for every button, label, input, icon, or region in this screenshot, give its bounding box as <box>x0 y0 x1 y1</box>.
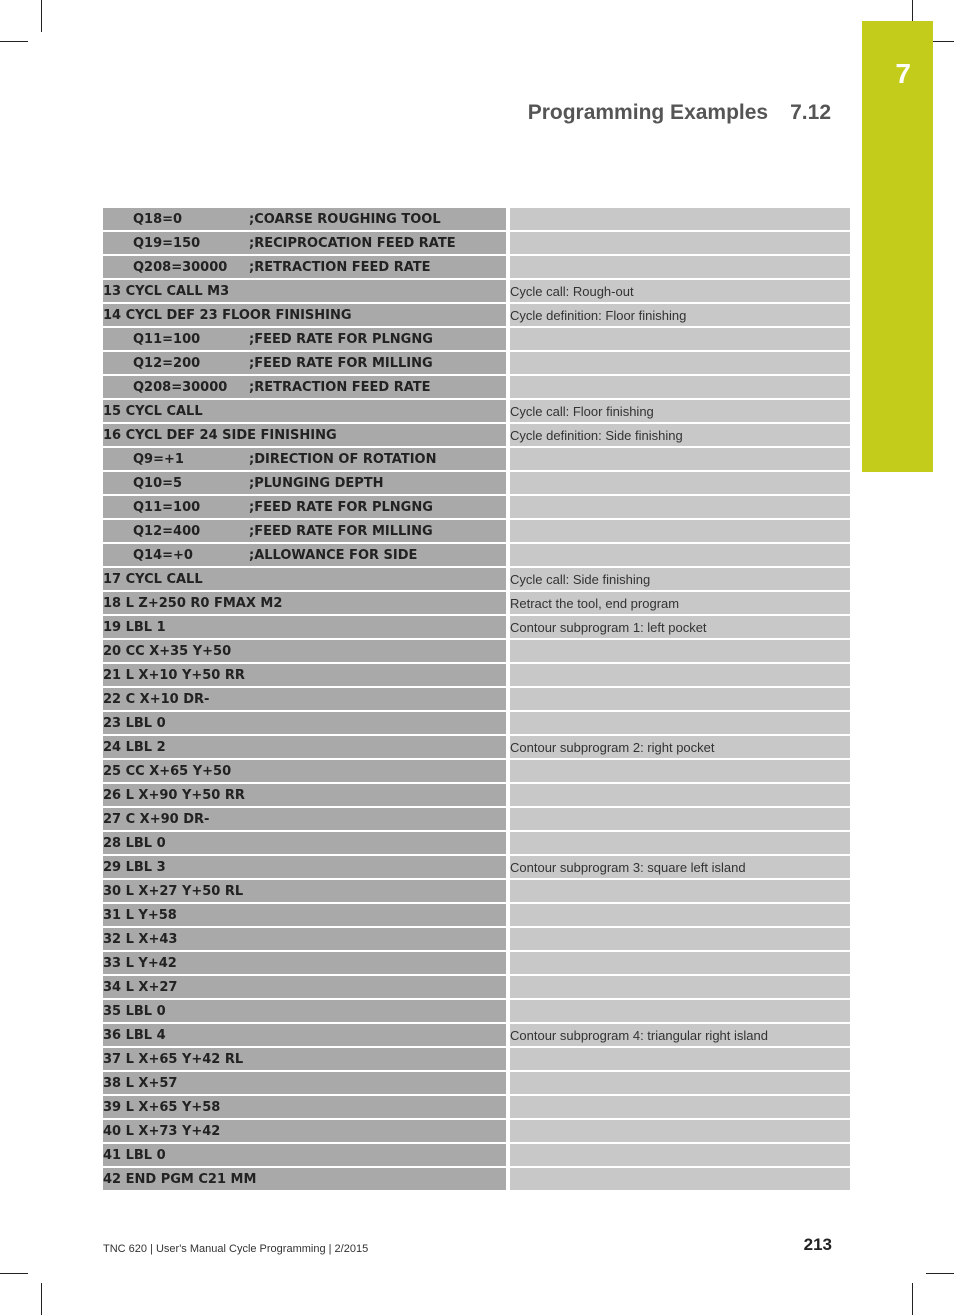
nc-code-cell: 17 CYCL CALL <box>103 568 506 590</box>
nc-code-cell: 28 LBL 0 <box>103 832 506 854</box>
comment-cell <box>510 544 850 566</box>
comment-cell <box>510 880 850 902</box>
comment-cell: Cycle call: Floor finishing <box>510 400 850 422</box>
q-parameter: Q11=100 <box>133 499 201 515</box>
program-table <box>103 206 850 1192</box>
nc-code-cell: 13 CYCL CALL M3 <box>103 280 506 302</box>
footer-text: TNC 620 | User's Manual Cycle Programming | 2/2015 <box>103 1243 369 1255</box>
nc-code-cell: 22 C X+10 DR- <box>103 688 506 710</box>
comment-cell <box>510 472 850 494</box>
nc-code-cell: 14 CYCL DEF 23 FLOOR FINISHING <box>103 304 506 326</box>
nc-code-cell <box>103 472 506 494</box>
nc-code-cell: 38 L X+57 <box>103 1072 506 1094</box>
table-row <box>103 784 850 806</box>
table-row <box>103 232 850 254</box>
nc-code-cell: 15 CYCL CALL <box>103 400 506 422</box>
comment-cell <box>510 760 850 782</box>
table-row <box>103 832 850 854</box>
q-parameter-description: ;FEED RATE FOR PLNGNG <box>249 331 433 347</box>
nc-code-cell: 24 LBL 2 <box>103 736 506 758</box>
comment-cell <box>510 1120 850 1142</box>
q-parameter-description: ;RETRACTION FEED RATE <box>249 379 431 395</box>
table-row <box>103 640 850 662</box>
nc-code-cell: 36 LBL 4 <box>103 1024 506 1046</box>
comment-cell: Contour subprogram 1: left pocket <box>510 616 850 638</box>
nc-code-cell: 41 LBL 0 <box>103 1144 506 1166</box>
q-parameter: Q14=+0 <box>133 547 193 563</box>
q-parameter: Q11=100 <box>133 331 201 347</box>
table-row <box>103 352 850 374</box>
comment-cell <box>510 1096 850 1118</box>
table-row <box>103 616 850 638</box>
table-row <box>103 664 850 686</box>
table-row <box>103 880 850 902</box>
table-row <box>103 520 850 542</box>
comment-cell <box>510 520 850 542</box>
crop-mark <box>0 1273 28 1274</box>
table-row <box>103 592 850 614</box>
page-header <box>528 101 831 125</box>
nc-code-cell <box>103 496 506 518</box>
nc-code-cell: 42 END PGM C21 MM <box>103 1168 506 1190</box>
crop-mark <box>41 0 42 32</box>
nc-code-cell: 33 L Y+42 <box>103 952 506 974</box>
program-table-body <box>103 208 850 1190</box>
q-parameter: Q10=5 <box>133 475 183 491</box>
nc-code-cell <box>103 328 506 350</box>
header-title: Programming Examples <box>527 101 769 124</box>
comment-cell <box>510 712 850 734</box>
comment-cell <box>510 928 850 950</box>
nc-code-cell: 34 L X+27 <box>103 976 506 998</box>
table-row <box>103 496 850 518</box>
q-parameter-description: ;COARSE ROUGHING TOOL <box>249 211 441 227</box>
q-parameter-description: ;FEED RATE FOR MILLING <box>249 355 433 371</box>
table-row <box>103 904 850 926</box>
comment-cell <box>510 352 850 374</box>
nc-code-cell: 40 L X+73 Y+42 <box>103 1120 506 1142</box>
q-parameter: Q9=+1 <box>133 451 184 467</box>
table-row <box>103 1072 850 1094</box>
table-row <box>103 304 850 326</box>
table-row <box>103 448 850 470</box>
nc-code-cell: 27 C X+90 DR- <box>103 808 506 830</box>
nc-code-cell <box>103 208 506 230</box>
nc-code-cell: 25 CC X+65 Y+50 <box>103 760 506 782</box>
chapter-number: 7 <box>895 58 911 89</box>
nc-code-cell: 29 LBL 3 <box>103 856 506 878</box>
comment-cell <box>510 1144 850 1166</box>
header-section: 7.12 <box>790 101 831 124</box>
comment-cell: Contour subprogram 4: triangular right island <box>510 1024 850 1046</box>
comment-cell <box>510 448 850 470</box>
comment-cell <box>510 1048 850 1070</box>
q-parameter: Q12=200 <box>133 355 201 371</box>
q-parameter-description: ;RECIPROCATION FEED RATE <box>249 235 456 251</box>
table-row <box>103 376 850 398</box>
table-row <box>103 1000 850 1022</box>
table-row <box>103 808 850 830</box>
table-row <box>103 568 850 590</box>
comment-cell: Retract the tool, end program <box>510 592 850 614</box>
nc-code-cell: 26 L X+90 Y+50 RR <box>103 784 506 806</box>
q-parameter: Q12=400 <box>133 523 201 539</box>
comment-cell: Cycle call: Side finishing <box>510 568 850 590</box>
nc-code-cell <box>103 544 506 566</box>
comment-cell <box>510 784 850 806</box>
nc-code-cell <box>103 232 506 254</box>
q-parameter-description: ;RETRACTION FEED RATE <box>249 259 431 275</box>
page-number: 213 <box>803 1235 832 1254</box>
table-row <box>103 328 850 350</box>
crop-mark <box>0 41 28 42</box>
table-row <box>103 1168 850 1190</box>
comment-cell <box>510 688 850 710</box>
nc-code-cell <box>103 520 506 542</box>
comment-cell <box>510 232 850 254</box>
table-row <box>103 976 850 998</box>
q-parameter: Q19=150 <box>133 235 201 251</box>
q-parameter-description: ;PLUNGING DEPTH <box>249 475 384 491</box>
q-parameter-description: ;ALLOWANCE FOR SIDE <box>249 547 418 563</box>
table-row <box>103 952 850 974</box>
comment-cell <box>510 952 850 974</box>
nc-code-cell: 32 L X+43 <box>103 928 506 950</box>
comment-cell: Contour subprogram 3: square left island <box>510 856 850 878</box>
nc-code-cell: 21 L X+10 Y+50 RR <box>103 664 506 686</box>
comment-cell <box>510 1168 850 1190</box>
comment-cell <box>510 664 850 686</box>
nc-code-cell: 31 L Y+58 <box>103 904 506 926</box>
nc-code-cell <box>103 256 506 278</box>
nc-code-cell: 35 LBL 0 <box>103 1000 506 1022</box>
nc-code-cell <box>103 376 506 398</box>
nc-code-cell: 20 CC X+35 Y+50 <box>103 640 506 662</box>
table-row <box>103 1048 850 1070</box>
nc-code-cell: 37 L X+65 Y+42 RL <box>103 1048 506 1070</box>
q-parameter-description: ;FEED RATE FOR PLNGNG <box>249 499 433 515</box>
table-row <box>103 712 850 734</box>
q-parameter-description: ;FEED RATE FOR MILLING <box>249 523 433 539</box>
comment-cell <box>510 808 850 830</box>
table-row <box>103 472 850 494</box>
nc-code-cell <box>103 352 506 374</box>
comment-cell: Cycle definition: Side finishing <box>510 424 850 446</box>
comment-cell <box>510 496 850 518</box>
comment-cell <box>510 208 850 230</box>
table-row <box>103 544 850 566</box>
nc-code-cell: 39 L X+65 Y+58 <box>103 1096 506 1118</box>
comment-cell <box>510 976 850 998</box>
nc-code-cell: 30 L X+27 Y+50 RL <box>103 880 506 902</box>
nc-code-cell <box>103 448 506 470</box>
nc-code-cell: 16 CYCL DEF 24 SIDE FINISHING <box>103 424 506 446</box>
table-row <box>103 1024 850 1046</box>
q-parameter: Q208=30000 <box>133 379 228 395</box>
table-row <box>103 400 850 422</box>
comment-cell <box>510 1000 850 1022</box>
q-parameter: Q18=0 <box>133 211 183 227</box>
q-parameter: Q208=30000 <box>133 259 228 275</box>
table-row <box>103 928 850 950</box>
table-row <box>103 256 850 278</box>
table-row <box>103 1096 850 1118</box>
comment-cell: Cycle definition: Floor finishing <box>510 304 850 326</box>
table-row <box>103 1120 850 1142</box>
table-row <box>103 856 850 878</box>
nc-code-cell: 19 LBL 1 <box>103 616 506 638</box>
comment-cell: Cycle call: Rough-out <box>510 280 850 302</box>
comment-cell <box>510 256 850 278</box>
crop-mark <box>926 1273 954 1274</box>
nc-code-cell: 18 L Z+250 R0 FMAX M2 <box>103 592 506 614</box>
crop-mark <box>41 1283 42 1315</box>
q-parameter-description: ;DIRECTION OF ROTATION <box>249 451 437 467</box>
comment-cell <box>510 376 850 398</box>
comment-cell <box>510 832 850 854</box>
table-row <box>103 760 850 782</box>
nc-code-cell: 23 LBL 0 <box>103 712 506 734</box>
table-row <box>103 1144 850 1166</box>
comment-cell <box>510 328 850 350</box>
table-row <box>103 280 850 302</box>
table-row <box>103 736 850 758</box>
table-row <box>103 208 850 230</box>
comment-cell <box>510 904 850 926</box>
table-row <box>103 424 850 446</box>
crop-mark <box>912 1283 913 1315</box>
comment-cell <box>510 640 850 662</box>
comment-cell <box>510 1072 850 1094</box>
table-row <box>103 688 850 710</box>
comment-cell: Contour subprogram 2: right pocket <box>510 736 850 758</box>
